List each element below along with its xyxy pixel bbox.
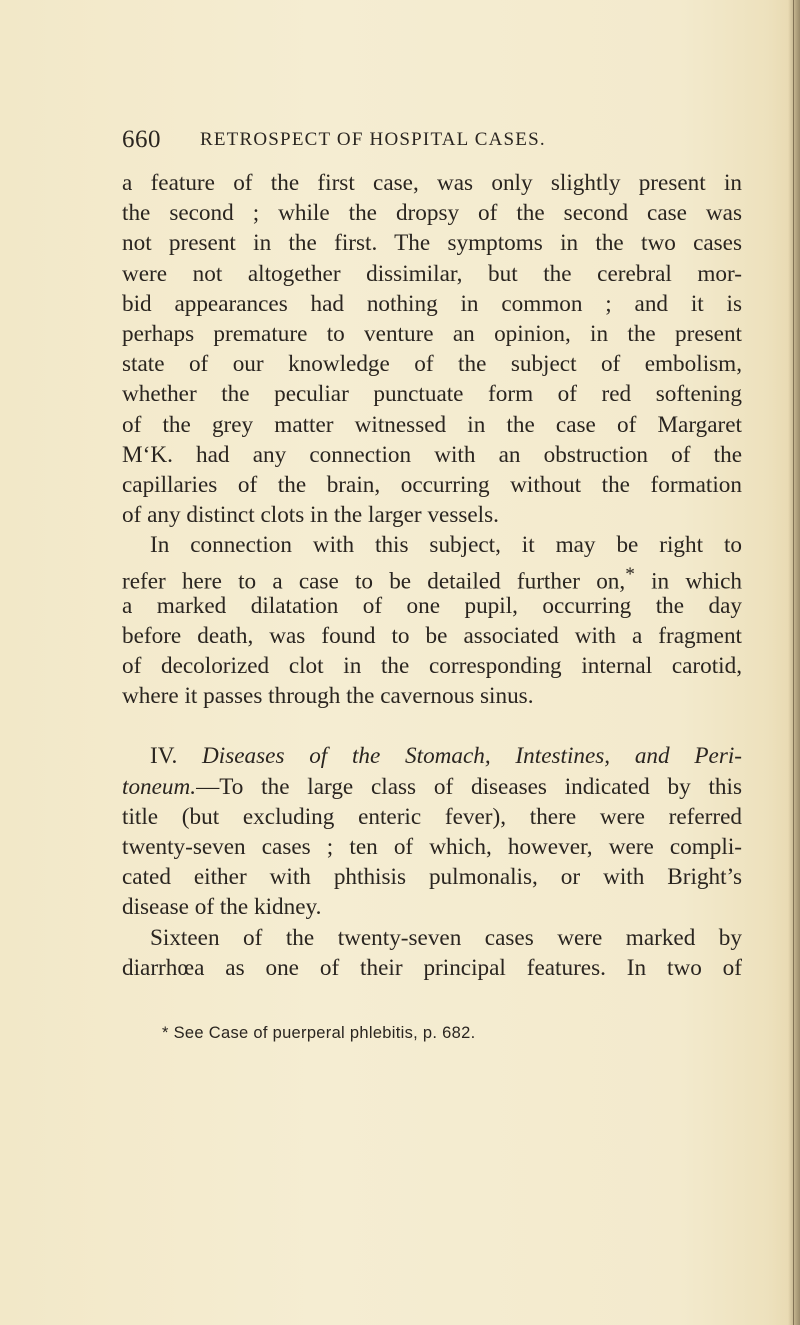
text-line: whether the peculiar punctuate form of red softening — [122, 381, 742, 408]
text-line: where it passes through the cavernous sinus. — [122, 683, 534, 710]
section-gap — [122, 711, 742, 741]
text-line: cated either with phthisis pulmonalis, or with Bright’s — [122, 864, 742, 891]
text-fragment: in which — [634, 569, 742, 596]
text-line: title (but excluding enteric fever), there were referred — [122, 803, 742, 830]
text-line: twenty-seven cases ; ten of which, however, were compli- — [122, 833, 742, 860]
text-line: of decolorized clot in the corresponding internal carotid, — [122, 653, 742, 679]
text-line-with-footnote-ref — [122, 560, 742, 596]
text-line: diarrhœa as one of their principal features. In two of — [122, 954, 742, 981]
running-head: RETROSPECT OF HOSPITAL CASES. — [200, 129, 546, 150]
text-line: disease of the kidney. — [122, 894, 322, 921]
text-line: before death, was found to be associated with a fragment — [122, 622, 742, 649]
section-title: Diseases of the Stomach, Intestines, and Peri- — [202, 743, 743, 770]
body-text — [122, 168, 742, 983]
footnote: * See Case of puerperal phlebitis, p. 682. — [162, 1024, 476, 1042]
page-edge-line — [793, 0, 794, 1325]
text-line: Sixteen of the twenty-seven cases were marked by — [150, 924, 742, 951]
text-line: were not altogether dissimilar, but the cerebral mor- — [122, 260, 742, 287]
page-edge-shadow — [788, 0, 800, 1325]
section-title: toneum. — [122, 773, 197, 800]
text-line: In connection with this subject, it may be right to — [150, 532, 742, 559]
section-heading-line — [122, 772, 742, 802]
page-header — [122, 126, 742, 156]
text-line: the second ; while the dropsy of the second case was — [122, 200, 742, 227]
page-number: 660 — [122, 126, 161, 153]
text-line: M‘K. had any connection with an obstruction of the — [122, 441, 742, 468]
text-line: a marked dilatation of one pupil, occurring the day — [122, 592, 742, 619]
section-numeral: IV. — [150, 743, 178, 770]
text-fragment: refer here to a case to be detailed further on, — [122, 569, 626, 596]
text-line: bid appearances had nothing in common ; and it is — [122, 290, 742, 317]
text-line: of any distinct clots in the larger vessels. — [122, 502, 499, 529]
text-fragment: —To the large class of diseases indicated by this — [196, 773, 742, 800]
text-line: state of our knowledge of the subject of embolism, — [122, 351, 742, 378]
section-heading-line — [122, 741, 742, 771]
text-line: not present in the first. The symptoms in the two cases — [122, 230, 742, 257]
footnote-reference: * — [625, 564, 635, 586]
text-line: perhaps premature to venture an opinion, in the present — [122, 320, 742, 347]
text-line: a feature of the first case, was only slightly present in — [122, 170, 742, 196]
text-line: of the grey matter witnessed in the case of Margaret — [122, 411, 742, 438]
text-line: capillaries of the brain, occurring without the formation — [122, 471, 742, 498]
